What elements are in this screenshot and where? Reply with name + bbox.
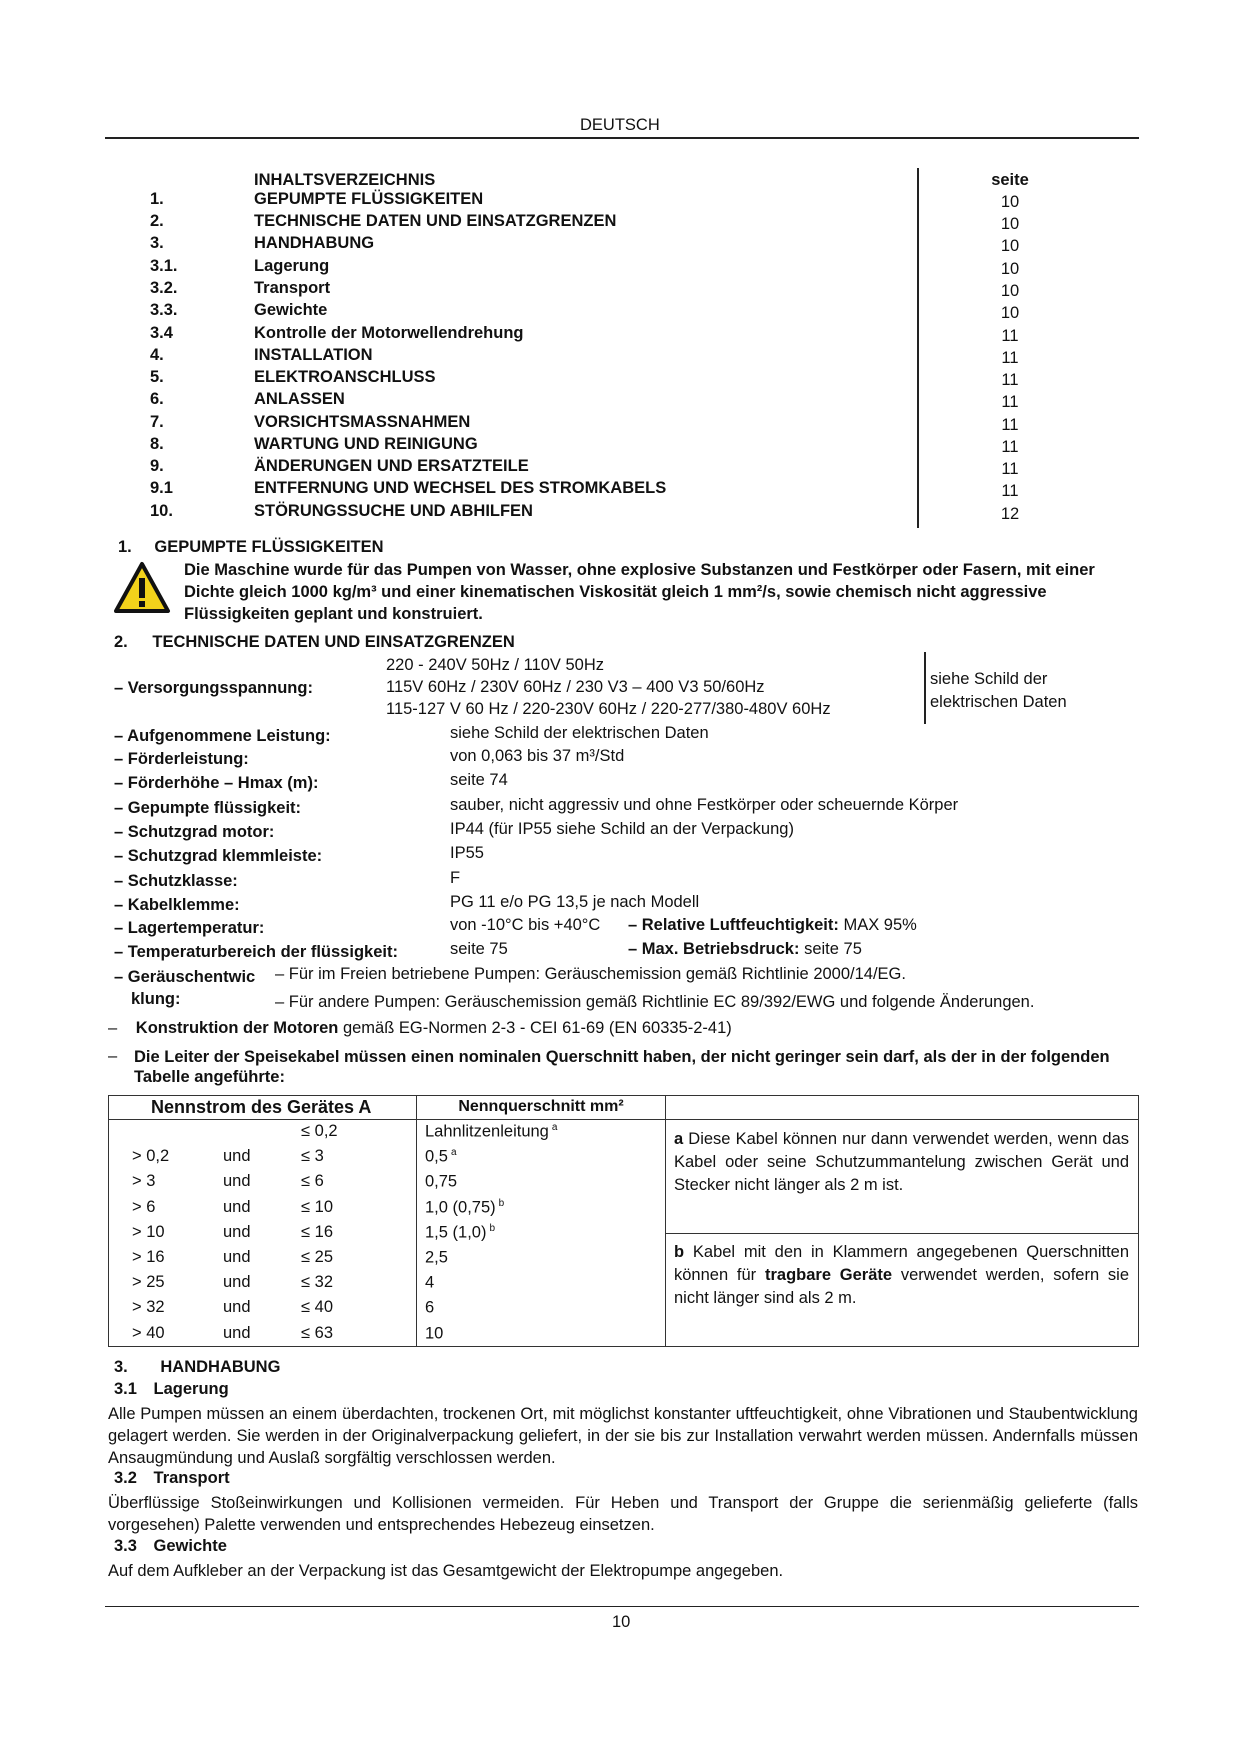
table-cell-section: 1,5 (1,0) $^b$ [425,1222,496,1242]
toc-entry [150,257,1020,279]
toc-entry-page: 10 [1000,304,1020,322]
toc-entry-number: 5. [150,368,164,386]
toc-title: INHALTSVERZEICHNIS [254,171,436,189]
table-cell-section: 1,0 (0,75) $^b$ [425,1197,505,1217]
table-cell-und: und [223,1298,251,1317]
toc-entry [150,368,1020,390]
voltage-note: siehe Schild der elektrischen Daten [930,670,1067,711]
toc-entry [150,413,1020,435]
table-cell-to: ≤ 32 [301,1273,333,1292]
toc-entry [150,457,1020,479]
toc-entry [150,390,1020,412]
table-cell-from: > 6 [132,1197,156,1216]
toc-entry-page: 10 [1000,215,1020,233]
section3-3-heading: 3.3 Gewichte [114,1537,227,1555]
toc-entry-page: 11 [1001,460,1019,478]
spec-label: – Förderleistung: [114,750,249,768]
toc-entry-page: 10 [1000,260,1020,278]
toc-entry-number: 6. [150,390,164,408]
toc-entry-number: 3.4 [150,324,173,342]
spec-label: – Schutzklasse: [114,872,238,890]
toc-entry-page: 11 [1001,371,1019,389]
toc-entry-page: 11 [1001,349,1019,367]
table-cell-section: 10 [425,1324,444,1343]
toc-entry-page: 10 [1000,193,1020,211]
section3-2-heading: 3.2 Transport [114,1469,230,1487]
toc-entry-page: 11 [1001,438,1019,456]
toc-entry [150,279,1020,301]
table-cell-to: ≤ 6 [301,1172,324,1191]
table-cell-section: 4 [425,1273,435,1292]
spec-value: F [450,869,461,887]
toc-entry-number: 2. [150,212,164,230]
table-cell-to: ≤ 3 [301,1147,324,1166]
spec-value: seite 74 [450,771,508,789]
section3-2-text: Überflüssige Stoßeinwirkungen und Kollisionen vermeiden. Für Heben und Transport der Gruppe die serienmäßig gelieferte (falls vorgesehen) Palette verwenden und entsprechendes Hebezeug einsetzen. [108,1494,1138,1534]
toc-entry [150,346,1020,368]
toc-entry-number: 4. [150,346,164,364]
voltage-line-1: 220 - 240V 50Hz / 110V 50Hz [386,656,604,674]
toc-entry-number: 3.1. [150,257,178,275]
header-rule [105,137,1139,139]
toc-entry-title: GEPUMPTE FLÜSSIGKEITEN [254,190,484,208]
toc-entry [150,502,1020,524]
toc-entry [150,212,1020,234]
toc-entry [150,324,1020,346]
spec-label: – Lagertemperatur: [114,919,265,937]
table-cell-section: Lahnlitzenleitung $^a$ [425,1122,558,1141]
toc-entry-title: Kontrolle der Motorwellendrehung [254,324,524,342]
humidity-spec: – Relative Luftfeuchtigkeit: MAX 95% [628,916,917,934]
table-header-current: Nennstrom des Gerätes A [109,1096,417,1120]
toc-entry-number: 3.2. [150,279,178,297]
toc-entry-page: 11 [1001,393,1019,411]
table-header-section: Nennquerschnitt mm² [417,1096,666,1120]
table-cell-und: und [223,1273,251,1292]
toc-entry-title: STÖRUNGSSUCHE UND ABHILFEN [254,502,533,520]
cable-section-table [108,1095,1139,1347]
section1-heading: 1. GEPUMPTE FLÜSSIGKEITEN [118,538,384,556]
toc-entry-page: 11 [1001,482,1019,500]
table-cell-to: ≤ 0,2 [301,1122,338,1140]
toc-entry-page: 11 [1001,416,1019,434]
table-cell-to: ≤ 16 [301,1222,333,1241]
toc-entry-title: INSTALLATION [254,346,373,364]
spec-label: – Temperaturbereich der flüssigkeit: [114,943,398,961]
toc-entry-title: ÄNDERUNGEN UND ERSATZTEILE [254,457,529,475]
spec-label: – Gepumpte flüssigkeit: [114,799,302,817]
footer-rule [105,1606,1139,1607]
table-cell-section: 0,75 [425,1172,458,1191]
spec-value: sauber, nicht aggressiv und ohne Festkörper oder scheuernde Körper [450,796,959,814]
noise-label-2: klung: [131,990,181,1008]
toc-entry-number: 10. [150,502,173,520]
motor-construction: – Konstruktion der Motoren gemäß EG-Normen 2-3 - CEI 61-69 (EN 60335-2-41) [108,1019,732,1037]
spec-label: – Schutzgrad motor: [114,823,275,841]
warning-triangle-icon [113,561,171,615]
spec-value: IP55 [450,844,484,862]
spec-label: – Schutzgrad klemmleiste: [114,847,323,865]
toc-entry [150,301,1020,323]
spec-label: – Kabelklemme: [114,896,240,914]
table-cell-to: ≤ 63 [301,1323,333,1342]
table-cell-from: > 40 [132,1323,165,1342]
spec-value: von -10°C bis +40°C [450,916,601,934]
voltage-line-3: 115-127 V 60 Hz / 220-230V 60Hz / 220-277/380-480V 60Hz [386,700,831,718]
toc-entry-title: VORSICHTSMASSNAHMEN [254,413,471,431]
toc-entry-title: ENTFERNUNG UND WECHSEL DES STROMKABELS [254,479,667,497]
toc-entry-title: Lagerung [254,257,330,275]
toc-entry [150,190,1020,212]
table-cell-from: > 32 [132,1298,165,1317]
spec-value: PG 11 e/o PG 13,5 je nach Modell [450,893,700,911]
table-cell-to: ≤ 40 [301,1298,333,1317]
spec-value: IP44 (für IP55 siehe Schild an der Verpackung) [450,820,794,838]
table-cell-und: und [223,1172,251,1191]
toc-entry-title: ANLASSEN [254,390,345,408]
cable-requirement-dash: – [108,1047,118,1065]
table-cell-from: > 25 [132,1273,165,1292]
voltage-line-2: 115V 60Hz / 230V 60Hz / 230 V3 – 400 V3 50/60Hz [386,678,765,696]
cable-requirement-text: Die Leiter der Speisekabel müssen einen nominalen Querschnitt haben, der nicht geringer sein darf, als der in der folgenden Tabelle angeführte: [134,1048,1110,1086]
toc-entry-page: 10 [1000,282,1020,300]
table-cell-und: und [223,1147,251,1166]
table-header-notes [666,1096,1139,1120]
toc-entry-number: 9.1 [150,479,173,497]
toc-entry [150,435,1020,457]
table-cell-from: > 10 [132,1222,165,1241]
spec-label: – Förderhöhe – Hmax (m): [114,774,319,792]
spec-value: siehe Schild der elektrischen Daten [450,724,709,742]
section3-heading: 3. HANDHABUNG [114,1358,281,1376]
page-number: 10 [612,1613,631,1631]
section1-text: Die Maschine wurde für das Pumpen von Wasser, ohne explosive Substanzen und Festkörper oder Fasern, mit einer Dichte gleich 1000 kg/m³ und einer kinematischen Viskosität gleich 1 mm²/s, sowie chemisch nicht aggressive Flüssigkeiten geplant und konstruiert. [184,561,1095,623]
toc-entry-page: 12 [1000,505,1020,523]
toc-entry [150,479,1020,501]
toc-entry-number: 3. [150,234,164,252]
pressure-spec: – Max. Betriebsdruck: seite 75 [628,940,862,958]
spec-label: – Aufgenommene Leistung: [114,727,331,745]
section3-3-text: Auf dem Aufkleber an der Verpackung ist das Gesamtgewicht der Elektropumpe angegeben. [108,1562,784,1580]
section3-1-heading: 3.1 Lagerung [114,1380,229,1398]
spec-value: seite 75 [450,940,508,958]
section3-1-text: Alle Pumpen müssen an einem überdachten, trockenen Ort, mit möglichst konstanter uftfeuchtigkeit, ohne Vibrationen und Staubentwicklung gelagert werden. Sie werden in der Originalverpackung geliefert, in der sie bis zur Installation verwahrt werden müssen. Andernfalls müssen Ansaugmündung und Auslaß sorgfältig verschlossen werden. [108,1405,1138,1467]
table-cell-section: 2,5 [425,1248,448,1267]
table-cell-to: ≤ 10 [301,1197,333,1216]
table-note-b: b Kabel mit den in Klammern angegebenen Querschnitten können für tragbare Geräte verwendet werden, sofern sie nicht länger sind als 2 m. [674,1243,1130,1307]
toc-entry-title: ELEKTROANSCHLUSS [254,368,436,386]
page-header-language: DEUTSCH [580,116,660,134]
table-cell-from: > 3 [132,1172,156,1191]
voltage-note-divider [924,652,926,724]
toc-entry-title: Transport [254,279,331,297]
toc-entry-number: 3.3. [150,301,178,319]
toc-entry [150,234,1020,256]
toc-entry-number: 9. [150,457,164,475]
table-cell-section: 0,5 $^a$ [425,1147,457,1166]
toc-divider [917,168,919,528]
toc-entry-title: Gewichte [254,301,328,319]
voltage-label: – Versorgungsspannung: [114,679,313,697]
noise-label-1: – Geräuschentwic [114,968,256,986]
table-cell-to: ≤ 25 [301,1248,333,1266]
table-cell-section: 6 [425,1298,435,1317]
section2-heading: 2. TECHNISCHE DATEN UND EINSATZGRENZEN [114,633,515,651]
noise-line-2: – Für andere Pumpen: Geräuschemission gemäß Richtlinie EC 89/392/EWG und folgende Änderungen. [275,993,1035,1011]
toc-entry-title: WARTUNG UND REINIGUNG [254,435,478,453]
table-cell-und: und [223,1222,251,1241]
toc-page-header: seite [991,171,1029,189]
table-cell-und: und [223,1323,251,1342]
table-cell-from: > 16 [132,1248,165,1266]
table-cell-und: und [223,1197,251,1216]
table-cell-und: und [223,1248,251,1266]
toc-entry-number: 8. [150,435,164,453]
table-note-a: a Diese Kabel können nur dann verwendet werden, wenn das Kabel oder seine Schutzummantelung zwischen Gerät und Stecker nicht länger als 2 m ist. [674,1130,1130,1194]
toc-entry-page: 10 [1000,237,1020,255]
noise-line-1: – Für im Freien betriebene Pumpen: Geräuschemission gemäß Richtlinie 2000/14/EG. [275,965,906,983]
toc-entry-title: HANDHABUNG [254,234,375,252]
toc-entry-title: TECHNISCHE DATEN UND EINSATZGRENZEN [254,212,617,230]
toc-entry-number: 7. [150,413,164,431]
toc-entry-page: 11 [1001,327,1019,345]
spec-value: von 0,063 bis 37 m³/Std [450,747,625,765]
toc-entry-number: 1. [150,190,164,208]
table-cell-from: > 0,2 [132,1147,170,1166]
